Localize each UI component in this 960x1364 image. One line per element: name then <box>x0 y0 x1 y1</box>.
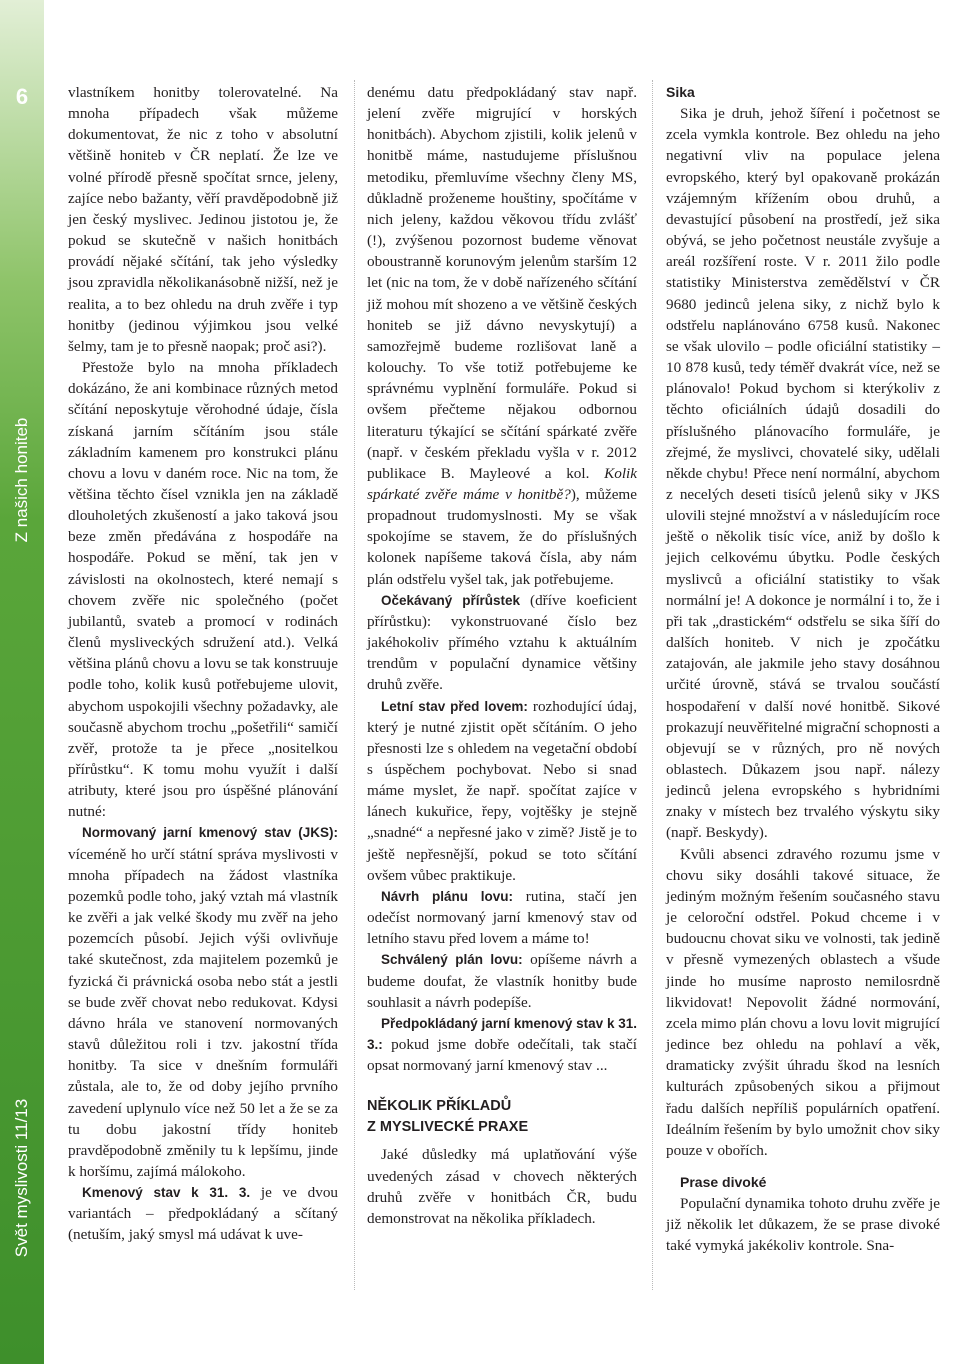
paragraph <box>367 949 637 1012</box>
paragraph <box>68 822 338 1182</box>
paragraph: vlastníkem honitby tolerovatelné. Na mnoha případech však můžeme dokumentovat, že nic z toho v absolutní většině honiteb v ČR neplatí. Že lze ve volné přírodě přesně spočítat srnce, jeleny, zajíce nebo bažanty, věří pravděpodobně již jen český myslivec. Jedinou jistotou je, že pokud se skutečně v našich honitbách provádí nějaké sčítání, tak jeho výsledky jsou zpravidla několikanásobně nižší, než je realita, a to bez ohledu na druh zvěře i typ honitby (jedinou výjimkou jsou velké šelmy, tam je to přesně naopak; proč asi?). <box>68 84 338 355</box>
paragraph-text: denému datu předpokládaný stav např. jelení zvěře migrující v horských honitbách). Abychom zjistili, kolik jelenů v honitbě máme, nastudujeme příslušnou metodiku, přemluvíme všechny členy MS, důkladně proženeme houštiny, spočítáme v nich jeleny, každou věkovou třídu zvlášť (!), zvýšenou pozornost budeme věnovat oboustranně korunovým jelenům starším 12 let (nic na tom, že v době nařízeného sčítání již mohou mít shozeno a ve většině českých honiteb se již dávno nevyskytují) a samozřejmě budeme rozlišovat laně a kolouchy. To vše totiž potřebujeme ke správnému vyplnění formuláře. Pokud si ovšem přečteme nějakou odbornou literaturu týkající se sčítání spárkaté zvěře (např. v českém překladu vyšla v r. 2012 publikace B. Mayleové a kol. <box>367 84 637 482</box>
term-text: rutina, stačí jen odečíst normovaný jarní kmenový stav od letního stavu před lovem a máme to! <box>367 887 638 948</box>
article-column-1 <box>68 82 338 1246</box>
term-text: rozhodující údaj, který je nutné zjistit opět sčítáním. O jeho přesnosti lze s ohledem na vegetační období s úspěchem pochybovat. Nebo si snad máme myslet, že např. spočítat zajíce v lánech kukuřice, řepy, vojtěšky je stejně „snadné“ a nepřesné jako v zimě? Jistě je to ještě nepřesnější, pokud se toto sčítání ovšem vůbec praktikuje. <box>367 697 637 884</box>
term-label: Normovaný jarní kmenový stav (JKS): <box>82 825 338 841</box>
sidebar-band <box>0 0 44 1364</box>
paragraph <box>367 886 637 949</box>
term-text: (dříve koeficient přírůstku): vykonstruované číslo bez jakéhokoliv přímého vztahu k aktuálním trendům v populační dynamice většiny druhů zvěře. <box>367 591 638 694</box>
paragraph: Jaké důsledky má uplatňování výše uvedených zásad v chovech některých druhů zvěře v honitbách ČR, budu demonstrovat na několika příkladech. <box>367 1146 637 1227</box>
paragraph: Populační dynamika tohoto druhu zvěře je již několik let důkazem, že se prase divoké také vymyká jakékoliv kontrole. Sna- <box>666 1195 940 1255</box>
magazine-issue-label: Svět myslivosti 11/13 <box>12 1098 31 1258</box>
paragraph: Přestože bylo na mnoha příkladech dokázáno, že ani kombinace různých metod sčítání neposkytuje věrohodné údaje, čísla získaná jarním sčítáním jsou stále základním kamenem pro konstrukci plánu chovu a lovu v daném roce. Nic na tom, že většina těchto čísel vznikla jen na základě dlouholetých zkušeností a jako taková jsou beze změn předávána z hospodáře na hospodáře. Pokud se mění, tak jen v závislosti na okolnostech, které nemají s chovem zvěře nic společného (počet jubilantů, svateb a promocí v rodinách členů mysliveckých sdružení atd.). Velká většina plánů chovu a lovu se tak konstruuje podle toho, kolik kusů potřebujeme ulovit, abychom uspokojili všechny požadavky, ale současně abychom trochu „pošetřili“ samičí zvěř, protože ta je přece „nositelkou přírůstku“. K tomu mohu využít i další atributy, které jsou pro úspěšné plánování nutné: <box>68 359 338 821</box>
section-heading-wild-boar: Prase divoké <box>680 1173 767 1190</box>
section-heading-sika: Sika <box>666 84 695 100</box>
article-column-2 <box>367 82 637 1229</box>
column-divider <box>652 80 653 1290</box>
term-label: Očekávaný přírůstek <box>381 592 521 608</box>
paragraph-text: ), můžeme propadnout trudomyslnosti. My se však spokojíme se stavem, že do příslušných kolonek napíšeme taková čísla, aby nám plán odstřelu vyšel tak, jak potřebujeme. <box>367 485 637 588</box>
paragraph <box>367 590 637 696</box>
page-number: 6 <box>15 84 29 109</box>
term-text: pokud jsme dobře odečítali, tak stačí opsat normovaný jarní kmenový stav ... <box>367 1036 637 1075</box>
paragraph: Kvůli absenci zdravého rozumu jsme v chovu siky dosáhli takové situace, že jediným možným řešením současného stavu je celoroční odstřel. Pokud chceme i v budoucnu chovat siku ve volnosti, tak jedině v přesně vymezených oblastech a všude jinde ho musíme naprosto nemilosrdně likvidovat! Nepovolit žádné normování, zcela mimo plán chovu a lovu lovit migrující jedince bez ohledu na pohlaví a věk, dramaticky zvýšit úhradu škod na lesních kulturách způsobených sikou a přijmout řadu dalších nepříliš populárních opatření. Ideálním řešením by bylo umožnit chov siky pouze v obořích. <box>666 845 940 1159</box>
paragraph <box>367 1013 637 1076</box>
term-label: Návrh plánu lovu: <box>381 888 514 904</box>
chapter-heading-line: Z MYSLIVECKÉ PRAXE <box>367 1119 529 1136</box>
article-column-3 <box>666 82 940 1257</box>
term-label: Schválený plán lovu: <box>381 952 523 968</box>
paragraph <box>68 1182 338 1245</box>
term-text: je ve dvou variantách – předpokládaný a sčítaný (netuším, jaký smysl má udávat k uve- <box>68 1184 339 1244</box>
paragraph <box>367 82 637 590</box>
term-text: víceméně ho určí státní správa myslivosti v mnoha případech na žádost vlastníka pozemků podle toho, jaký vztah má vlastník ke zvěři a jak velké škody mu zvěř na jeho pozemcích působí. Jejich výši ovlivňuje také skutečnost, zda majitelem pozemků je fyzická či právnická osoba nebo stát a jestli se bude zvěř chovat nebo redukovat. Kdysi dávno hrála ve stanovení normovaných stavů důležitou roli i tzv. jakostní třída honitby. Ta sice v dnešním formuláři zůstala, ale to, že od doby jejího prvního zavedení uplynulo více než 50 let a že se za tu dobu jakostní třídy honiteb pravděpodobně změnily tu k lepšímu, jinde k horšímu, zajímá málokoho. <box>68 845 338 1180</box>
term-text: opíšeme návrh a budeme doufat, že vlastník honitby bude souhlasit a návrh podepíše. <box>367 951 637 1011</box>
book-title: Kolik spárkaté zvěře máme v honitbě? <box>367 464 637 503</box>
column-divider <box>354 80 355 1290</box>
chapter-heading <box>367 1096 637 1138</box>
paragraph <box>367 696 637 886</box>
term-label: Kmenový stav k 31. 3. <box>82 1185 251 1201</box>
chapter-heading-line: NĚKOLIK PŘÍKLADŮ <box>367 1098 512 1115</box>
paragraph: Sika je druh, jehož šíření i početnost se zcela vymkla kontrole. Bez ohledu na jeho negativní vliv na populace jelena evropského, který byl opakovaně prokázán vzájemným křížením obou druhů, a devastující působení na prostředí, jež sika obývá, se jeho početnost neustále zvyšuje a areál rozšíření roste. V r. 2011 žilo podle statistiky Ministerstva zemědělství v ČR 9680 jedinců jelena siky, z nichž bylo k odstřelu naplánováno 6758 kusů. Nakonec se však ulovilo – podle oficiální statistiky – 10 878 kusů, tedy téměř dvakrát více, než se plánovalo! Pokud bychom si kterýkoliv z těchto oficiálních údajů dosadili do příslušného plánovacího formuláře, je zřejmé, že myslivci, chovatelé siky, udělali někde chybu! Přece není normální, abychom z necelých deseti tisíců jelenů siky v JKS ulovili stejné množství a v následujícím roce ještě o několik tisíc více, aniž by došlo k jejich celkovému úbytku. Podle českých myslivců a oficiální statistiky to však normální je! A dokonce je normální i to, že i při tak „drastickém“ odstřelu se sika šíří do dalších honiteb. V nich je zpočátku zatajován, ale jakmile jeho stavy dosáhnou určité úrovně, stává se trvalou součástí hospodaření v další nové honitbě. Sikové prokazují neuvěřitelné migrační schopnosti a objevují se v různých, pro ně nových oblastech. Důkazem jsou např. nálezy jedinců jelena evropského s hybridními znaky v místech bez trvalého výskytu siky (např. Beskydy). <box>666 105 940 842</box>
term-label: Letní stav před lovem: <box>381 698 528 714</box>
section-label: Z našich honiteb <box>12 417 31 543</box>
term-label: Předpokládaný jarní kmenový stav k 31. 3.: <box>367 1015 637 1053</box>
